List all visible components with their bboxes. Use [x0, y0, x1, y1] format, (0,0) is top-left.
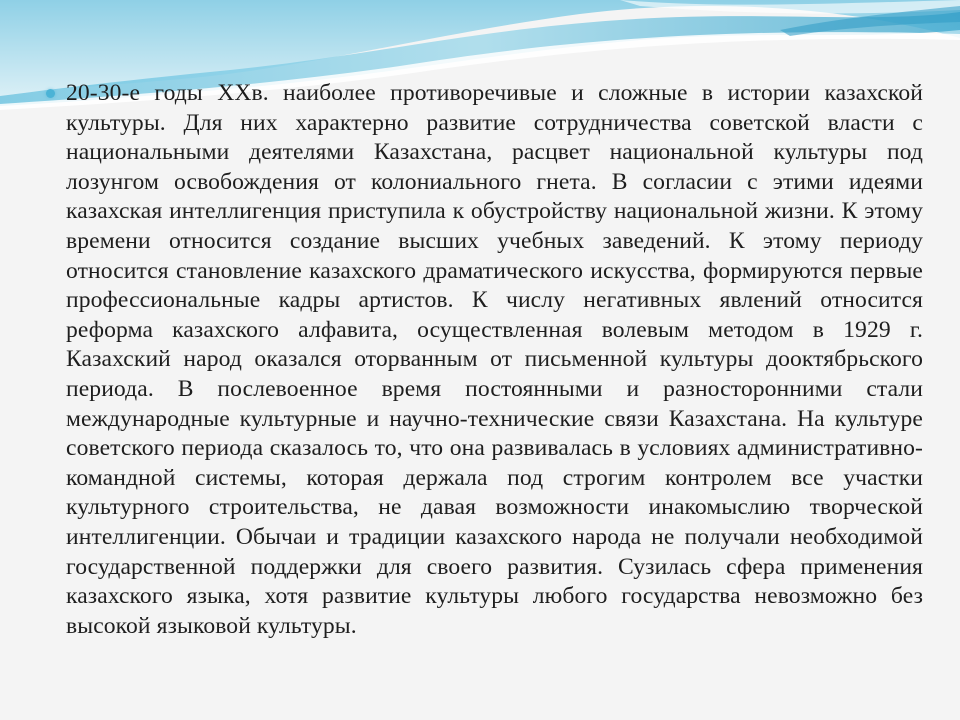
main-paragraph: 20-30-е годы XXв. наиболее противоречивые и сложные в истории казахской культуры. Для них характерно развитие сотрудничества советской власти с национальными деятелями Казахстана, расцвет национальной культуры под лозунгом освобождения от колониального гнета. В согласии с этими идеями казахская интеллигенция приступила к обустройству национальной жизни. К этому времени относится создание высших учебных заведений. К этому периоду относится становление казахского драматического искусства, формируются первые профессиональные кадры артистов. К числу негативных явлений относится реформа казахского алфавита, осуществленная волевым методом в 1929 г. Казахский народ оказался оторванным от письменной культуры доoктябрьского периода. В послевоенное время постоянными и разносторонними стали международные культурные и научно-технические связи Казахстана. На культуре советского периода сказалось то, что она развивалась в условиях административно-командной системы, которая держала под строгим контролем все участки культурного строительства, не давая возможности инакомыслию творческой интеллигенции. Обычаи и традиции казахского народа не получали необходимой государственной поддержки для своего развития. Сузилась сфера применения казахского языка, хотя развитие культуры любого государства невозможно без высокой языковой культуры. [66, 80, 923, 639]
bullet-dot-icon [46, 89, 55, 98]
